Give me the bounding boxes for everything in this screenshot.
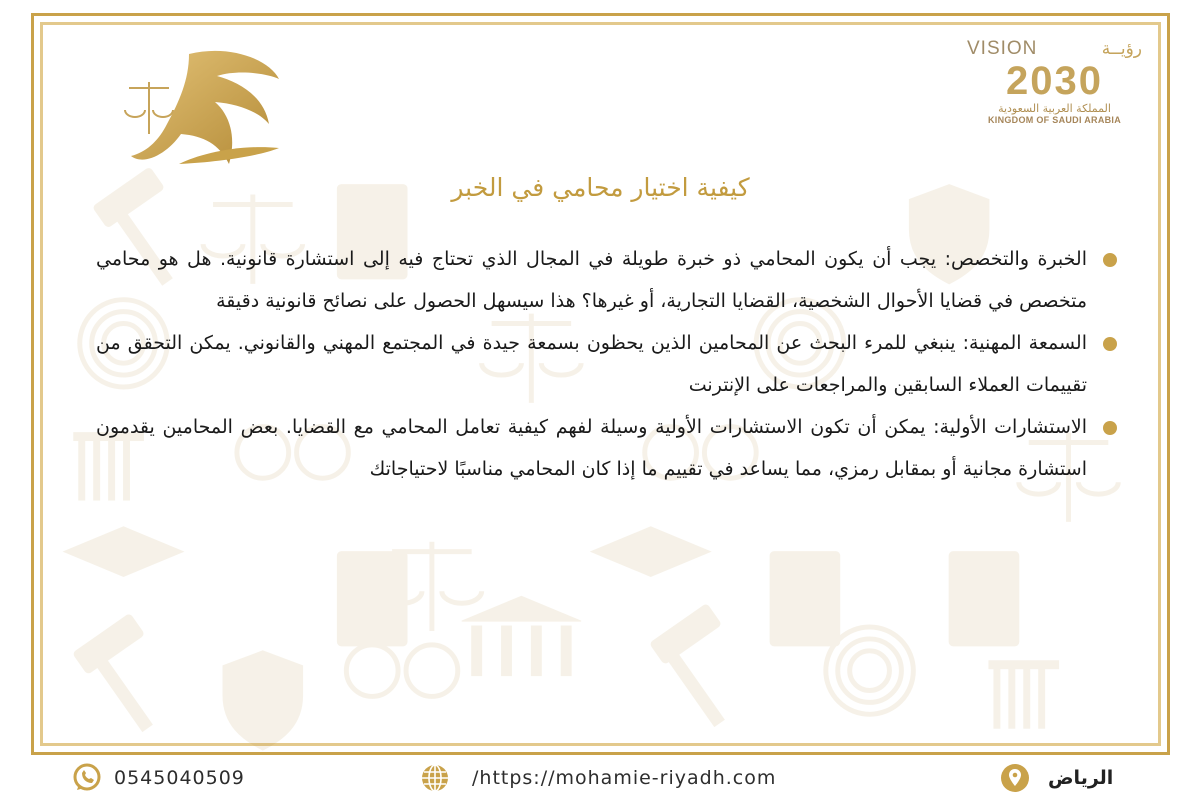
city-name: الرياض bbox=[1048, 767, 1114, 789]
point-consultation: الاستشارات الأولية: يمكن أن تكون الاستشارات الأولية وسيلة لفهم كيفية تعامل المحامي مع القضايا. بعض المحامين يقدمون استشارة مجانية أو بمقابل رمزي، مما يساعد في تقييم ما إذا كان المحامي مناسبًا لاحتياجاتك bbox=[96, 406, 1117, 490]
page-frame bbox=[31, 13, 1170, 755]
phone-contact[interactable] bbox=[72, 763, 245, 793]
kingdom-arabic: المملكة العربية السعودية bbox=[998, 102, 1111, 115]
article-body bbox=[96, 238, 1117, 490]
whatsapp-icon bbox=[72, 763, 102, 793]
contact-footer bbox=[0, 755, 1200, 800]
website-url: /https://mohamie-riyadh.com bbox=[472, 767, 777, 789]
vision-word: VISION bbox=[967, 38, 1038, 59]
point-experience: الخبرة والتخصص: يجب أن يكون المحامي ذو خبرة طويلة في المجال الذي تحتاج فيه إلى استشارة قانونية. هل هو محامي متخصص في قضايا الأحوال الشخصية، القضايا التجارية، أو غيرها؟ هذا سيسهل الحصول على نصائح قانونية دقيقة bbox=[96, 238, 1117, 322]
website-contact[interactable] bbox=[420, 763, 776, 793]
location-pin-icon bbox=[1000, 763, 1030, 793]
phone-number: 0545040509 bbox=[114, 767, 245, 789]
vision-arabic: رؤيــة bbox=[1101, 39, 1142, 59]
article-title: كيفية اختيار محامي في الخبر bbox=[451, 173, 750, 202]
kingdom-english: KINGDOM OF SAUDI ARABIA bbox=[987, 115, 1122, 125]
point-reputation: السمعة المهنية: ينبغي للمرء البحث عن المحامين الذين يحظون بسمعة جيدة في المجتمع المهني والقانوني. يمكن التحقق من تقييمات العملاء السابقين والمراجعات على الإنترنت bbox=[96, 322, 1117, 406]
vision-2030-logo bbox=[967, 38, 1142, 150]
globe-icon bbox=[420, 763, 450, 793]
mohamie-calligraphy-logo bbox=[119, 44, 289, 184]
location-contact bbox=[1000, 763, 1113, 793]
vision-year: 2030 bbox=[1006, 59, 1103, 103]
